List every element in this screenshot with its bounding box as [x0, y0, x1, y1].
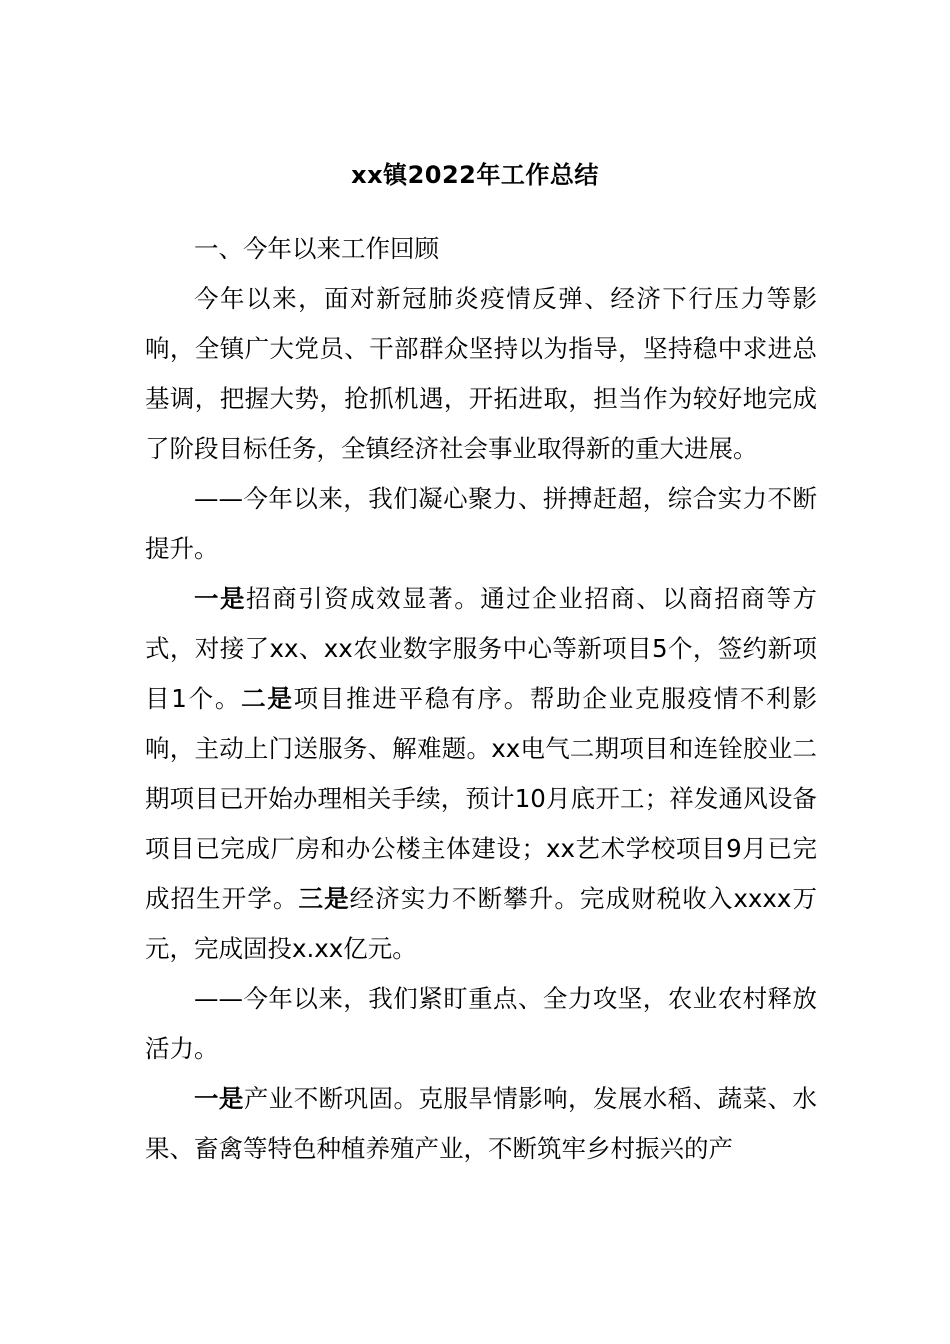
subheading-comprehensive-strength: ——今年以来，我们凝心聚力、拼搏赶超，综合实力不断提升。	[145, 484, 817, 563]
subheading-agriculture: ——今年以来，我们紧盯重点、全力攻坚，农业农村释放活力。	[145, 984, 817, 1063]
paragraph-text-1: 招商引资成效显著。通过企业招商、以商招商等方式，对接了xx、xx农业数字服务中心等新项目5个，签约新项目1个。	[145, 584, 818, 713]
lead-label-1: 一是	[194, 1084, 244, 1113]
document-body	[145, 224, 817, 1174]
paragraph-text-1: 产业不断巩固。克服旱情影响，发展水稻、蔬菜、水果、畜禽等特色种植养殖产业，不断筑牢乡村振兴的产	[145, 1084, 817, 1163]
paragraph-agriculture	[145, 1074, 817, 1174]
paragraph-investment	[145, 574, 817, 974]
lead-label-2: 二是	[241, 684, 294, 713]
lead-label-3: 三是	[298, 884, 350, 913]
intro-paragraph: 今年以来，面对新冠肺炎疫情反弹、经济下行压力等影响，全镇广大党员、干部群众坚持以为指导，坚持稳中求进总基调，把握大势，抢抓机遇，开拓进取，担当作为较好地完成了阶段目标任务，全镇经济社会事业取得新的重大进展。	[145, 284, 817, 463]
lead-label-1: 一是	[194, 584, 247, 613]
paragraph-text-3: 经济实力不断攀升。完成财税收入xxxx万元，完成固投x.xx亿元。	[145, 884, 817, 963]
paragraph-text-2: 项目推进平稳有序。帮助企业克服疫情不利影响，主动上门送服务、解难题。xx电气二期项目和连铨胶业二期项目已开始办理相关手续，预计10月底开工；祥发通风设备项目已完成厂房和办公楼主体建设；xx艺术学校项目9月已完成招生开学。	[145, 684, 818, 913]
section-heading: 一、今年以来工作回顾	[194, 234, 439, 263]
document-title: xx镇2022年工作总结	[351, 161, 599, 189]
